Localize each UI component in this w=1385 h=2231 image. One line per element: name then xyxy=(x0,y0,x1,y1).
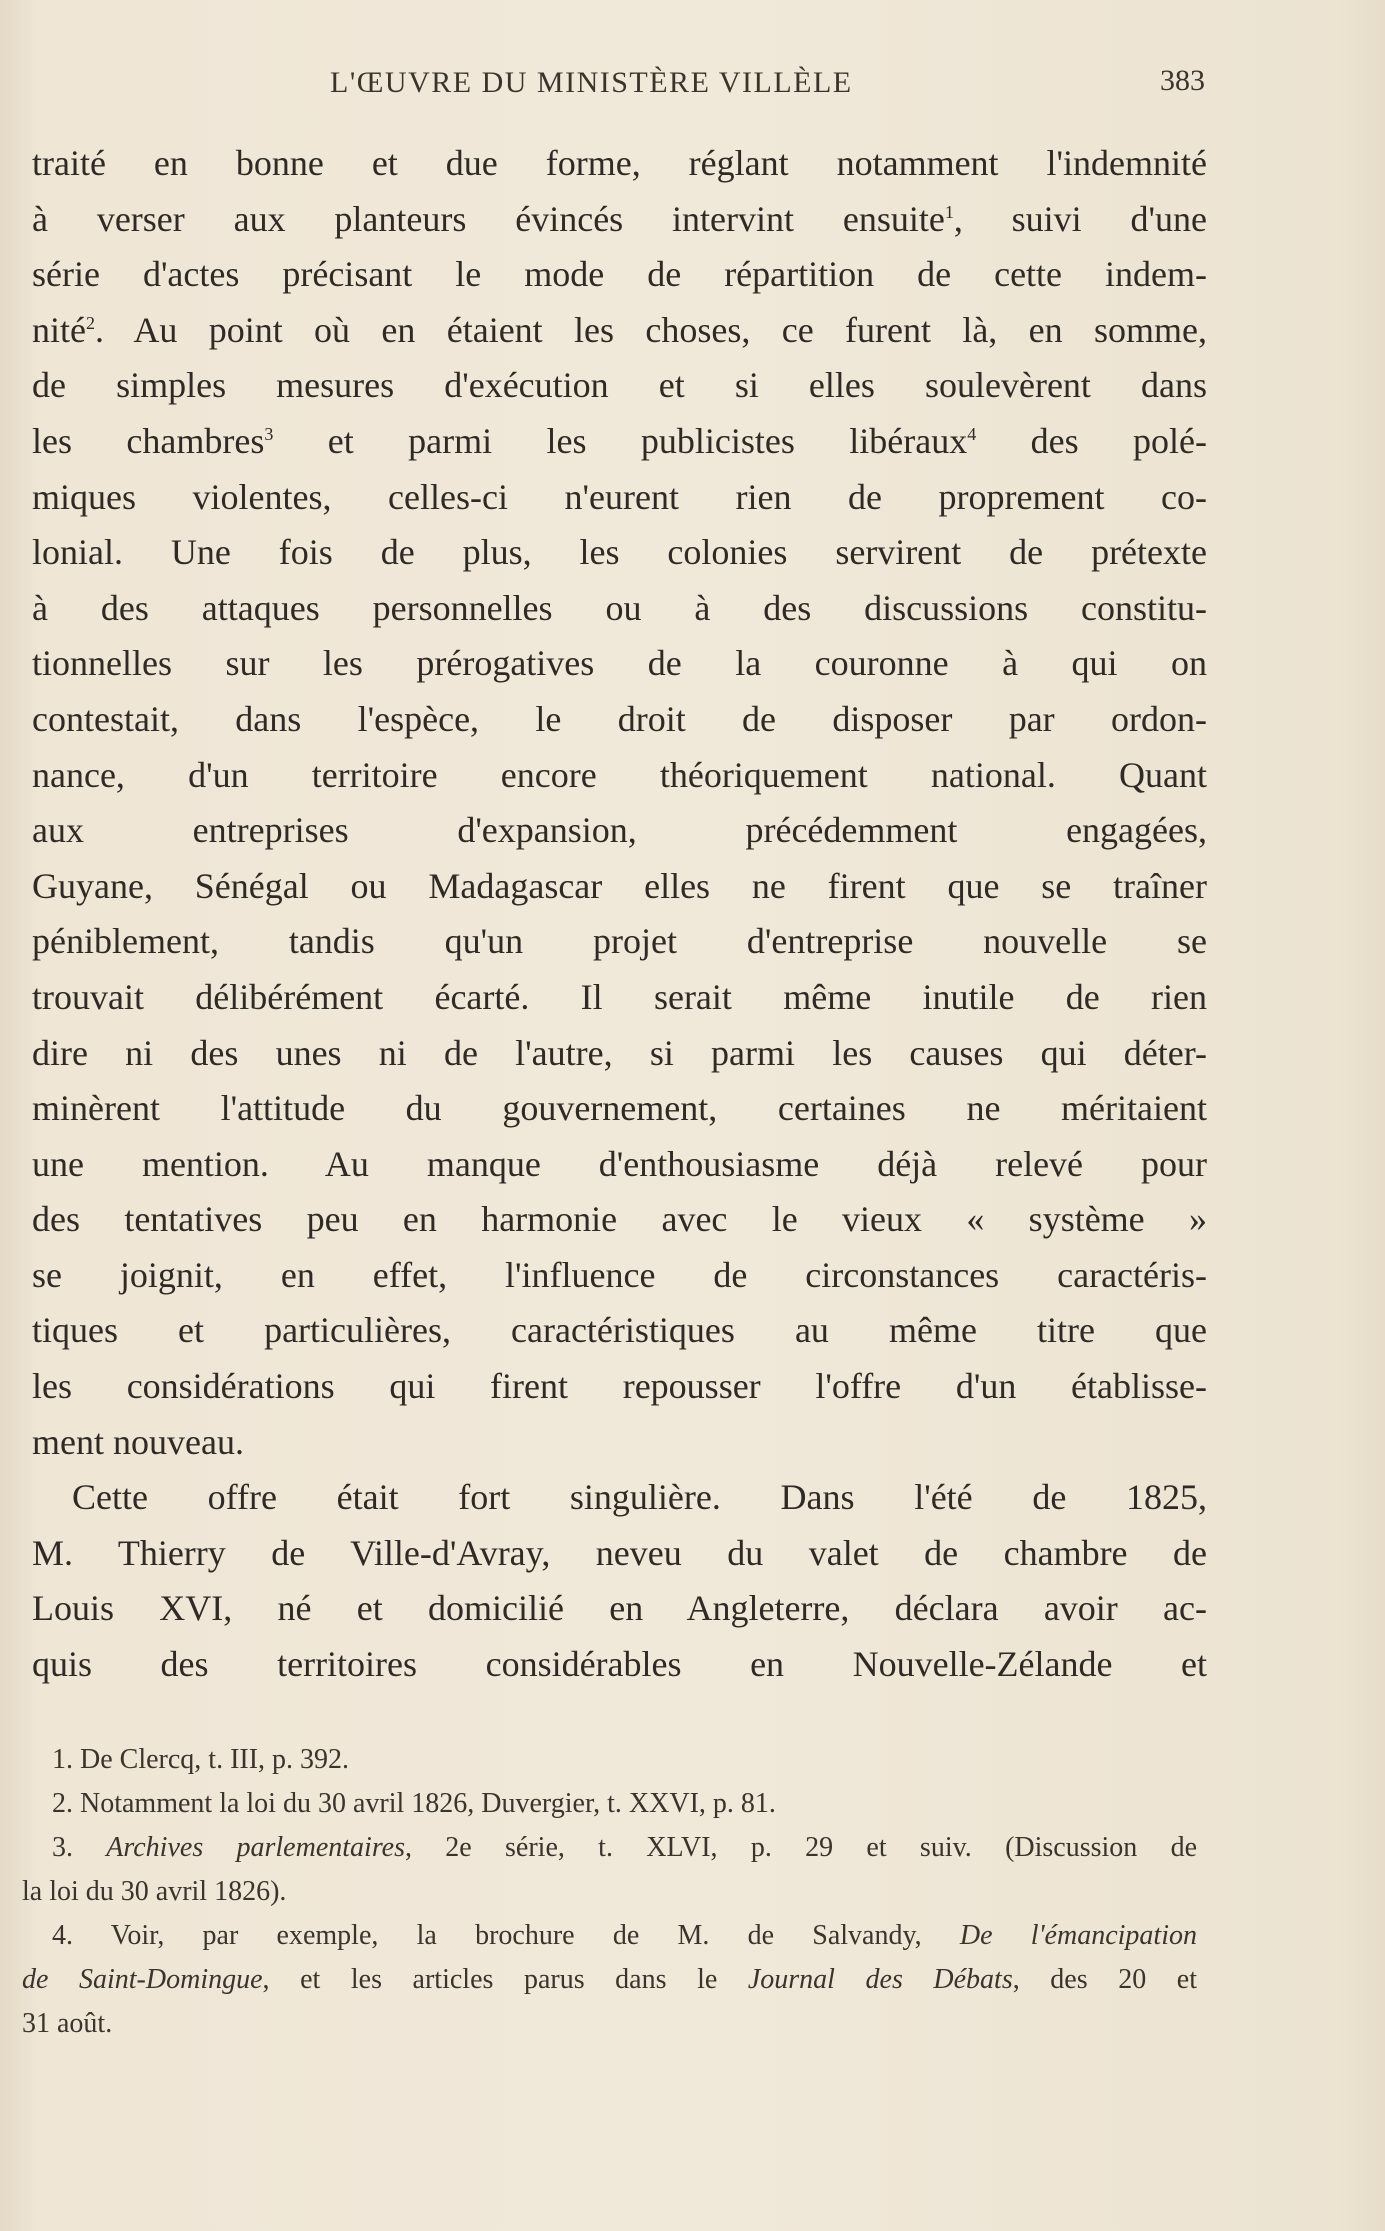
text-fragment: les chambres xyxy=(32,420,265,461)
text-line: des tentatives peu en harmonie avec le vieux « système » xyxy=(32,1199,1207,1240)
footnote-ref: 2 xyxy=(85,312,95,333)
text-line xyxy=(32,192,1207,248)
text-line xyxy=(32,303,1207,359)
text-line: nance, d'un territoire encore théoriquement national. Quant xyxy=(32,754,1207,795)
text-fragment: De l'émancipation xyxy=(959,1920,1197,1951)
text-line: série d'actes précisant le mode de répartition de cette indem- xyxy=(32,254,1207,295)
text-line: de simples mesures d'exécution et si elles soulevèrent dans xyxy=(32,365,1207,406)
text-line: Louis XVI, né et domicilié en Angleterre, déclara avoir ac- xyxy=(32,1588,1207,1629)
footnote-2: 2. Notamment la loi du 30 avril 1826, Duvergier, t. XXVI, p. 81. xyxy=(52,1788,776,1819)
text-fragment: 4. Voir, par exemple, la brochure de M. de Salvandy, xyxy=(52,1920,960,1951)
text-fragment: des polé- xyxy=(976,420,1207,461)
footnote-1: 1. De Clercq, t. III, p. 392. xyxy=(52,1744,350,1775)
text-line: tionnelles sur les prérogatives de la couronne à qui on xyxy=(32,643,1207,684)
footnote-3-cont: la loi du 30 avril 1826). xyxy=(22,1876,287,1907)
text-line: péniblement, tandis qu'un projet d'entreprise nouvelle se xyxy=(32,921,1207,962)
footnote-4-cont xyxy=(22,1958,1197,2002)
text-line: se joignit, en effet, l'influence de circonstances caractéris- xyxy=(32,1254,1207,1295)
text-fragment: à verser aux planteurs évincés intervint ensuite xyxy=(32,198,945,239)
text-line: les considérations qui firent repousser l'offre d'un établisse- xyxy=(32,1366,1207,1407)
main-text xyxy=(32,136,1207,1693)
text-line: Cette offre était fort singulière. Dans l'été de 1825, xyxy=(72,1477,1207,1518)
text-line: ment nouveau. xyxy=(32,1421,244,1462)
text-fragment: , 2e série, t. XLVI, p. 29 et suiv. (Discussion de xyxy=(405,1832,1198,1863)
footnote-ref: 1 xyxy=(944,201,954,222)
text-line: trouvait délibérément écarté. Il serait même inutile de rien xyxy=(32,976,1207,1017)
footnote-3 xyxy=(22,1826,1197,1870)
text-fragment: nité xyxy=(32,309,86,350)
text-line xyxy=(32,414,1207,470)
text-line: aux entreprises d'expansion, précédemment engagées, xyxy=(32,810,1207,851)
text-line: à des attaques personnelles ou à des discussions constitu- xyxy=(32,587,1207,628)
text-line: quis des territoires considérables en Nouvelle-Zélande et xyxy=(32,1644,1207,1685)
text-fragment: , et les articles parus dans le xyxy=(262,1964,748,1995)
page-number: 383 xyxy=(1160,64,1205,97)
text-fragment: , des 20 et xyxy=(1012,1964,1197,1995)
text-line: traité en bonne et due forme, réglant notamment l'indemnité xyxy=(32,143,1207,183)
text-line: miques violentes, celles-ci n'eurent rien de proprement co- xyxy=(32,476,1207,517)
text-line: tiques et particulières, caractéristiques au même titre que xyxy=(32,1310,1207,1351)
text-line: lonial. Une fois de plus, les colonies servirent de prétexte xyxy=(32,532,1207,573)
text-line: dire ni des unes ni de l'autre, si parmi les causes qui déter- xyxy=(32,1032,1207,1073)
text-fragment: Archives parlementaires xyxy=(106,1832,406,1863)
text-line: une mention. Au manque d'enthousiasme déjà relevé pour xyxy=(32,1143,1207,1184)
footnote-4-end: 31 août. xyxy=(22,2008,113,2039)
page-header xyxy=(0,58,1385,118)
text-line: Guyane, Sénégal ou Madagascar elles ne firent que se traîner xyxy=(32,865,1207,906)
text-fragment: . Au point où en étaient les choses, ce furent là, en somme, xyxy=(94,309,1207,350)
running-title: L'ŒUVRE DU MINISTÈRE VILLÈLE xyxy=(330,66,853,99)
text-fragment: , suivi d'une xyxy=(953,198,1207,239)
text-line: minèrent l'attitude du gouvernement, certaines ne méritaient xyxy=(32,1088,1207,1129)
text-fragment: 3. xyxy=(52,1832,107,1863)
footnote-ref: 4 xyxy=(967,423,977,444)
footnote-4 xyxy=(22,1914,1197,1958)
text-line: contestait, dans l'espèce, le droit de disposer par ordon- xyxy=(32,698,1207,739)
text-fragment: de Saint-Domingue xyxy=(22,1964,263,1995)
text-line: M. Thierry de Ville-d'Avray, neveu du valet de chambre de xyxy=(32,1532,1207,1573)
footnotes xyxy=(22,1738,1197,2046)
text-fragment: Journal des Débats xyxy=(747,1964,1013,1995)
footnote-ref: 3 xyxy=(264,423,274,444)
text-fragment: et parmi les publicistes libéraux xyxy=(273,420,968,461)
